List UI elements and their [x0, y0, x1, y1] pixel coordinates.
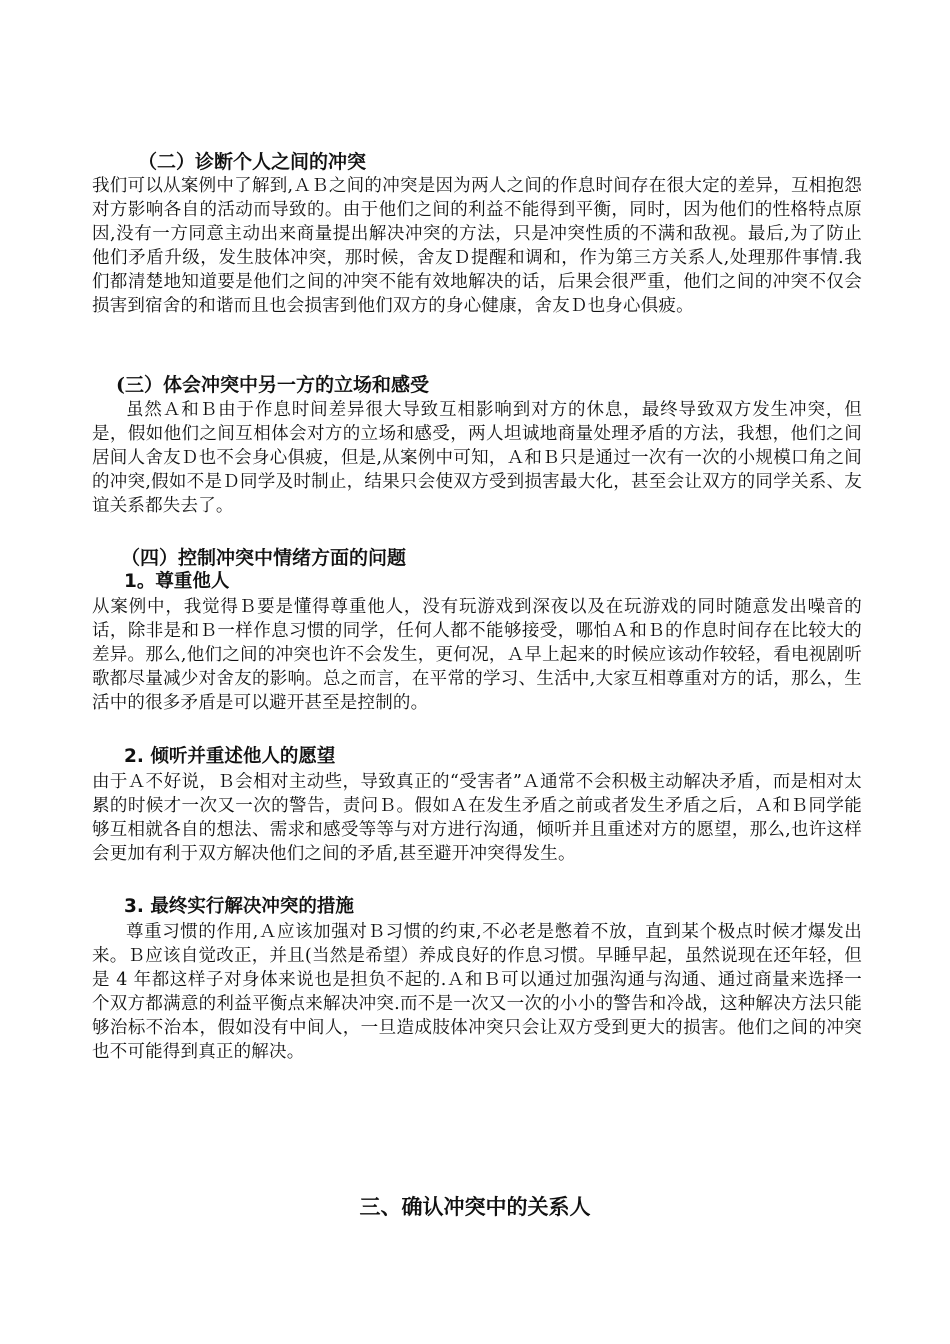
chapter-heading: 三、确认冲突中的关系人 — [359, 1195, 591, 1219]
subsection-body-listen: 由于Ａ不好说，Ｂ会相对主动些，导致真正的“受害者”Ａ通常不会积极主动解决矛盾，而是相对太累的时候才一次又一次的警告，责问Ｂ。假如Ａ在发生矛盾之前或者发生矛盾之后，Ａ和Ｂ同学能够互相就各自的想法、需求和感受等等与对方进行沟通，倾听并且重述对方的愿望，那么,也许这样会更加有利于双方解决他们之间的矛盾,甚至避开冲突得发生。 — [92, 772, 862, 864]
section-heading-diagnose: （二）诊断个人之间的冲突 — [138, 151, 367, 173]
section-body-empathy: 虽然Ａ和Ｂ由于作息时间差异很大导致互相影响到对方的休息，最终导致双方发生冲突，但是，假如他们之间互相体会对方的立场和感受，两人坦诚地商量处理矛盾的方法，我想，他们之间居间人舍友Ｄ也不会身心俱疲，但是,从案例中可知，Ａ和Ｂ只是通过一次有一次的小规模口角之间的冲突,假如不是Ｄ同学及时制止，结果只会使双方受到损害最大化，甚至会让双方的同学关系、友谊关系都失去了。 — [92, 400, 862, 516]
section-heading-empathy: (三）体会冲突中另一方的立场和感受 — [116, 374, 429, 396]
section-heading-emotion: （四）控制冲突中情绪方面的问题 — [121, 547, 407, 569]
subheading-respect: 1。尊重他人 — [124, 571, 230, 592]
subheading-resolve: 3. 最终实行解决冲突的措施 — [124, 896, 354, 917]
subheading-listen: 2. 倾听并重述他人的愿望 — [124, 746, 336, 767]
subsection-body-respect: 从案例中，我觉得Ｂ要是懂得尊重他人，没有玩游戏到深夜以及在玩游戏的同时随意发出噪音的话，除非是和Ｂ一样作息习惯的同学，任何人都不能够接受，哪怕Ａ和Ｂ的作息时间存在比较大的差异。那么,他们之间的冲突也许不会发生，更何况，Ａ早上起来的时候应该动作较轻，看电视剧听歌都尽量减少对舍友的影响。总之而言，在平常的学习、生活中,大家互相尊重对方的话，那么，生活中的很多矛盾是可以避开甚至是控制的。 — [92, 597, 862, 713]
subsection-body-resolve: 尊重习惯的作用,Ａ应该加强对Ｂ习惯的约束,不必老是憋着不放，直到某个极点时候才爆发出来。Ｂ应该自觉改正，并且(当然是希望）养成良好的作息习惯。早睡早起，虽然说现在还年轻，但是 4 年都这样子对身体来说也是担负不起的.Ａ和Ｂ可以通过加强沟通与沟通、通过商量来选择一个双方都满意的利益平衡点来解决冲突.而不是一次又一次的小小的警告和冷战，这种解决方法只能够治标不治本，假如没有中间人，一旦造成肢体冲突只会让双方受到更大的损害。他们之间的冲突也不可能得到真正的解决。 — [92, 922, 862, 1062]
section-body-diagnose: 我们可以从案例中了解到,ＡＢ之间的冲突是因为两人之间的作息时间存在很大定的差异，互相抱怨对方影响各自的活动而导致的。由于他们之间的利益不能得到平衡，同时，因为他们的性格特点原因,没有一方同意主动出来商量提出解决冲突的方法，只是冲突性质的不满和敌视。最后,为了防止他们矛盾升级，发生肢体冲突，那时候，舍友Ｄ提醒和调和，作为第三方关系人,处理那件事情.我们都清楚地知道要是他们之间的冲突不能有效地解决的话，后果会很严重，他们之间的冲突不仅会损害到宿舍的和谐而且也会损害到他们双方的身心健康，舍友Ｄ也身心俱疲。 — [92, 176, 862, 316]
